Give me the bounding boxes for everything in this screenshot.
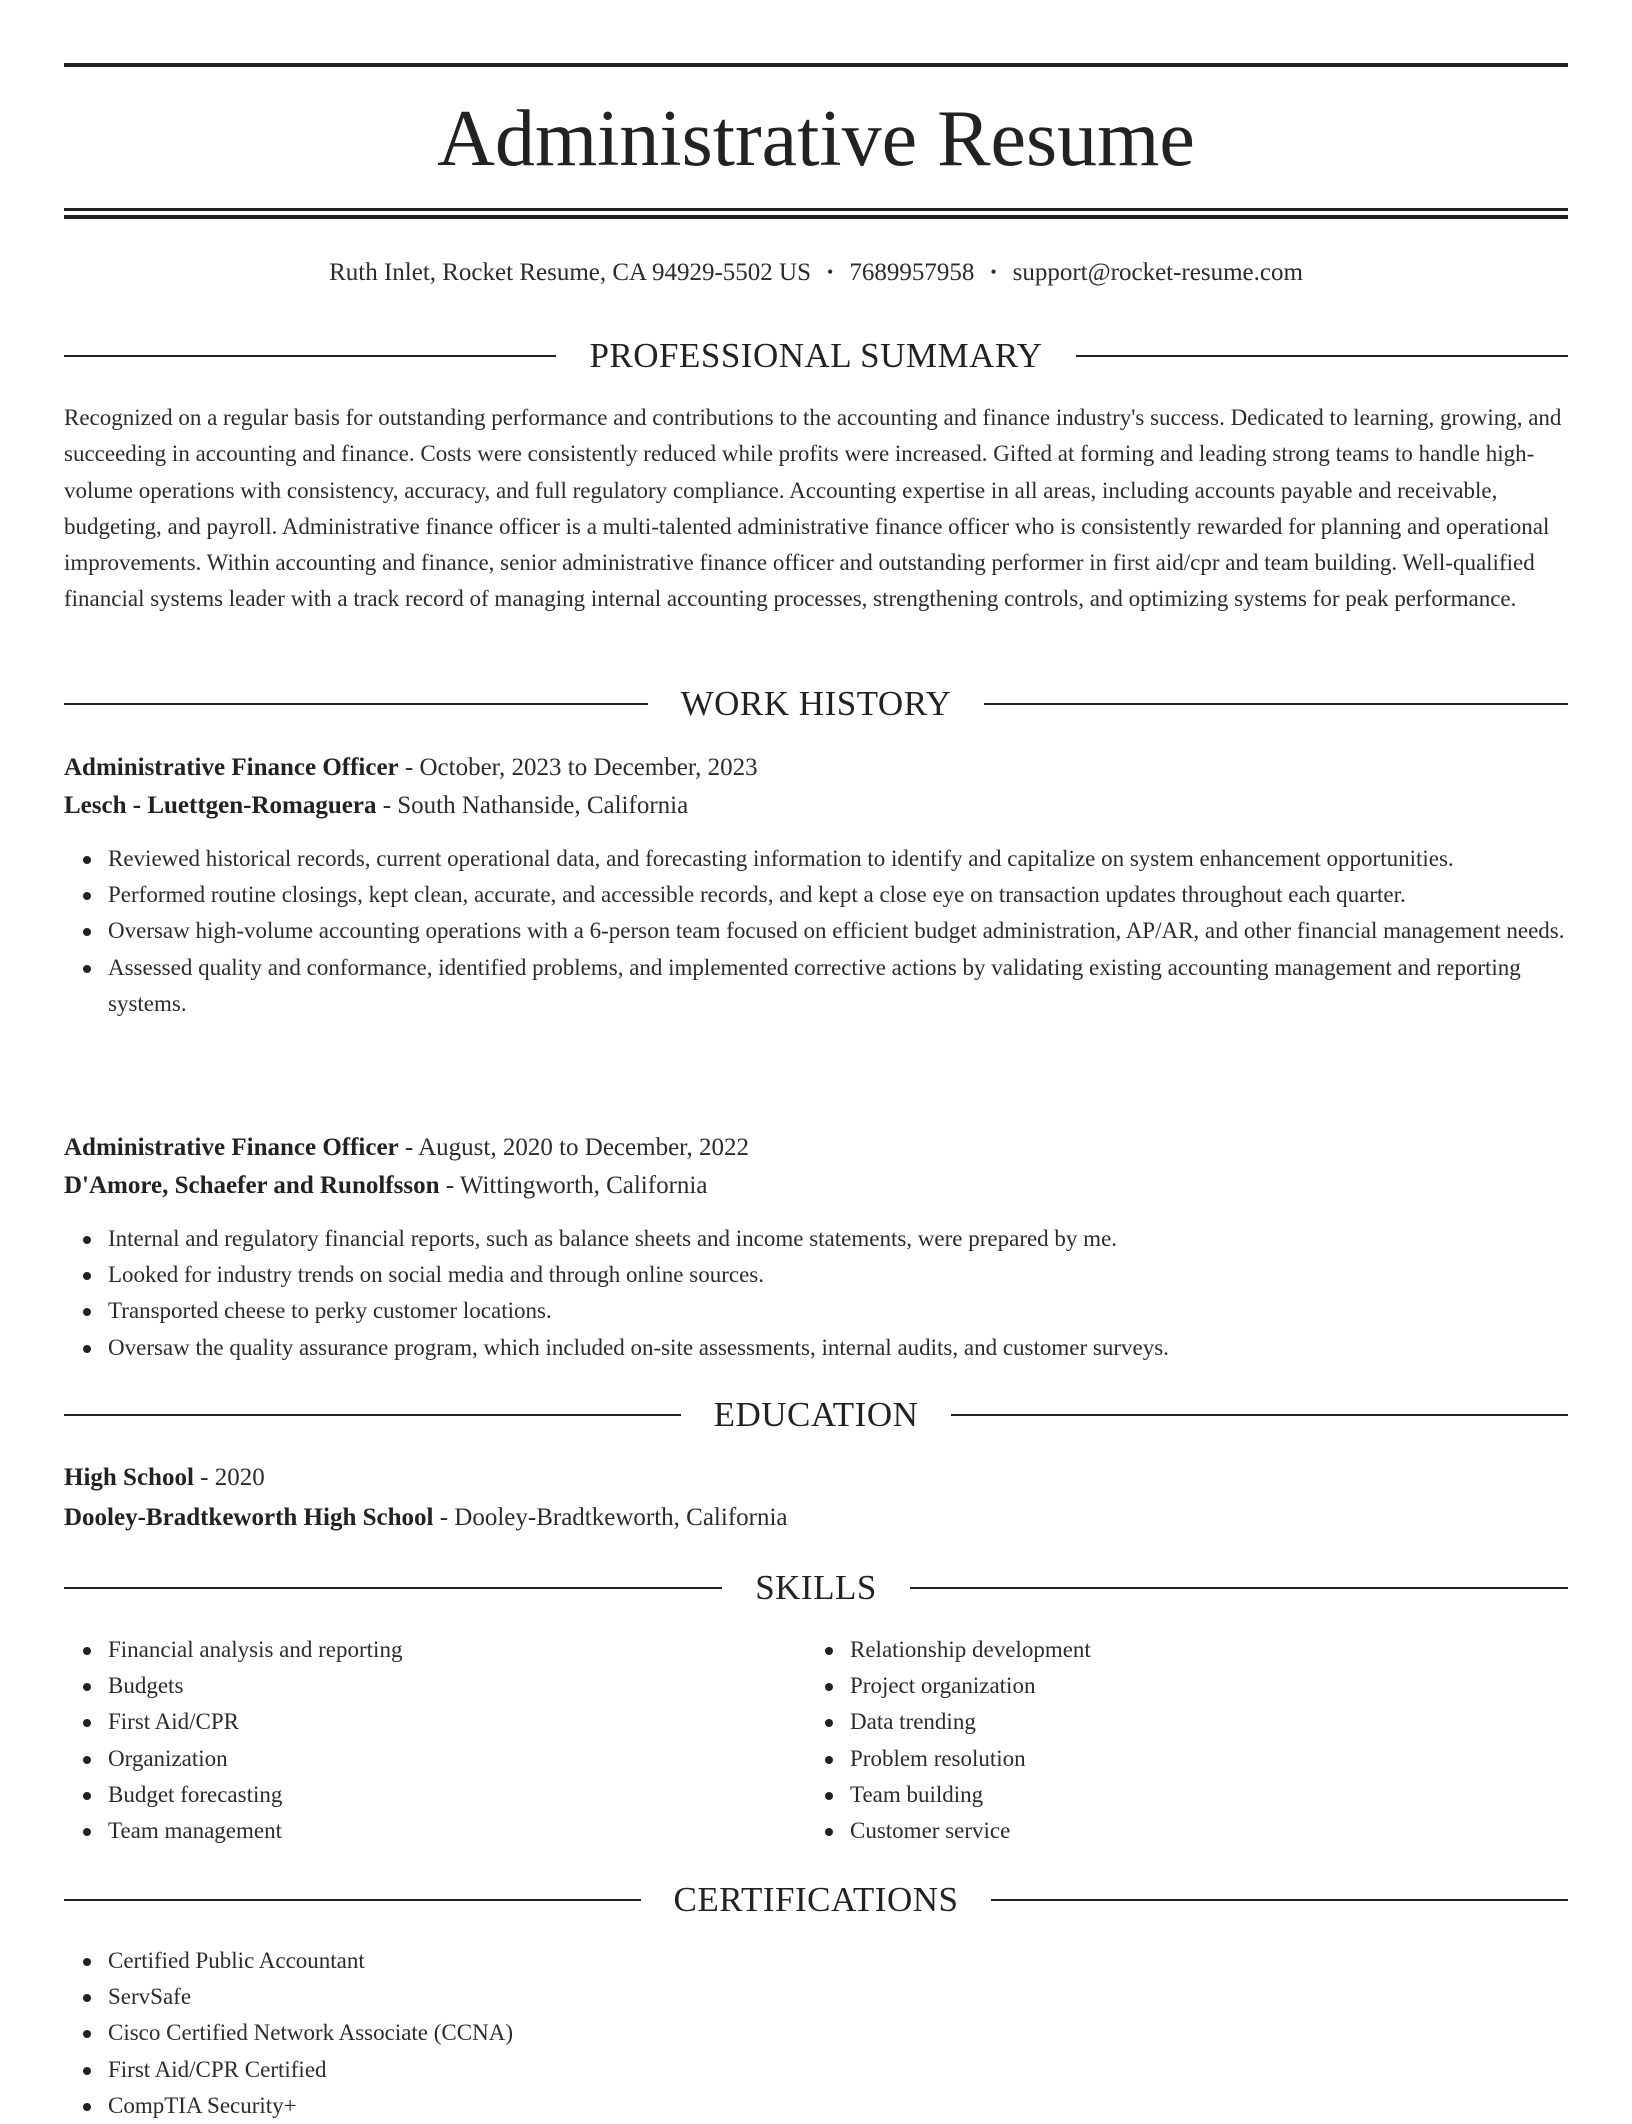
work-history-heading-text: WORK HISTORY	[680, 684, 952, 723]
heading-rule-left	[64, 1587, 722, 1589]
job-title: Administrative Finance Officer	[64, 1134, 399, 1161]
contact-address: Ruth Inlet, Rocket Resume, CA 94929-5502 US	[329, 259, 811, 286]
certifications-list	[64, 1943, 1568, 2124]
education-location: - Dooley-Bradtkeworth, California	[433, 1504, 788, 1531]
job-dates: - October, 2023 to December, 2023	[398, 754, 758, 781]
list-item	[108, 2015, 1568, 2051]
title-underline-upper	[64, 208, 1568, 211]
bullet-text: Internal and regulatory financial reports, such as balance sheets and income statements, were prepared by me.	[108, 1226, 1118, 1251]
job-title-line	[64, 749, 1568, 787]
page-title: Administrative Resume	[437, 95, 1195, 183]
skill-text: Problem resolution	[850, 1745, 1026, 1771]
heading-rule-right	[951, 1414, 1568, 1416]
certification-text: Cisco Certified Network Associate (CCNA)	[108, 2020, 513, 2046]
skills-heading-text: SKILLS	[755, 1568, 877, 1607]
education-school-line	[64, 1499, 1568, 1537]
list-item	[108, 1293, 1568, 1329]
education-year: - 2020	[193, 1464, 265, 1491]
skill-text: Budget forecasting	[108, 1781, 283, 1807]
education-school: Dooley-Bradtkeworth High School	[64, 1504, 434, 1531]
certification-text: CompTIA Security+	[108, 2092, 297, 2118]
skill-text: Financial analysis and reporting	[108, 1637, 403, 1662]
bullet-text: Performed routine closings, kept clean, accurate, and accessible records, and kept a close eye on transaction updates throughout each quarter.	[108, 882, 1406, 908]
list-item	[108, 1330, 1568, 1366]
heading-rule-left	[64, 1899, 641, 1901]
skill-text: Team building	[850, 1781, 984, 1807]
job-company: D'Amore, Schaefer and Runolfsson	[64, 1172, 440, 1199]
heading-rule-right	[1076, 355, 1568, 357]
skills-list-right	[806, 1632, 1632, 1849]
top-rule	[64, 63, 1568, 67]
list-item	[850, 1777, 1632, 1813]
skill-text: Relationship development	[850, 1637, 1091, 1662]
skills-heading	[64, 1566, 1568, 1610]
heading-rule-left	[64, 355, 556, 357]
skill-text: Customer service	[850, 1818, 1011, 1844]
heading-rule-right	[910, 1587, 1568, 1589]
list-item	[108, 2052, 1568, 2088]
skill-text: Budgets	[108, 1673, 184, 1699]
summary-heading	[64, 334, 1568, 378]
skill-text: Project organization	[850, 1673, 1036, 1699]
contact-separator: •	[990, 262, 997, 282]
job-bullet-list	[64, 841, 1568, 1022]
job-bullet-list	[64, 1221, 1568, 1366]
bullet-text: Reviewed historical records, current operational data, and forecasting information to identify and capitalize on system enhancement opportunities.	[108, 846, 1454, 871]
certification-text: First Aid/CPR Certified	[108, 2056, 327, 2082]
heading-rule-left	[64, 703, 648, 705]
job-company-line	[64, 787, 1568, 825]
list-item	[850, 1741, 1632, 1777]
heading-rule-left	[64, 1414, 681, 1416]
list-item	[850, 1704, 1632, 1740]
certifications-heading-text: CERTIFICATIONS	[673, 1880, 959, 1919]
bullet-text: Transported cheese to perky customer locations.	[108, 1298, 552, 1324]
skill-text: First Aid/CPR	[108, 1709, 240, 1735]
bullet-text: Looked for industry trends on social media and through online sources.	[108, 1262, 764, 1288]
list-item	[850, 1668, 1632, 1704]
list-item	[108, 1943, 1568, 1979]
bullet-text: Assessed quality and conformance, identified problems, and implemented corrective actions by validating existing accounting management and reporting systems.	[108, 954, 1521, 1016]
list-item	[108, 1221, 1568, 1257]
list-item	[108, 913, 1568, 949]
job-company: Lesch - Luettgen-Romaguera	[64, 792, 377, 819]
list-item	[108, 1979, 1568, 2015]
contact-email: support@rocket-resume.com	[1012, 259, 1303, 286]
list-item	[108, 841, 1568, 877]
certification-text: Certified Public Accountant	[108, 1948, 365, 1973]
bullet-text: Oversaw high-volume accounting operations with a 6-person team focused on efficient budget administration, AP/AR, and other financial management needs.	[108, 918, 1565, 944]
list-item	[108, 2088, 1568, 2124]
summary-text: Recognized on a regular basis for outstanding performance and contributions to the accounting and finance industry's success. Dedicated to learning, growing, and succeeding in accounting and finance. Costs were consistently reduced while profits were increased. Gifted at forming and leading strong teams to handle high-volume operations with consistency, accuracy, and full regulatory compliance. Accounting expertise in all areas, including accounts payable and receivable, budgeting, and payroll. Administrative finance officer is a multi-talented administrative finance officer who is consistently rewarded for planning and operational improvements. Within accounting and finance, senior administrative finance officer and outstanding performer in first aid/cpr and team building. Well-qualified financial systems leader with a track record of managing internal accounting processes, strengthening controls, and optimizing systems for peak performance.	[64, 405, 1562, 612]
list-item	[850, 1813, 1632, 1849]
education-heading-text: EDUCATION	[713, 1395, 919, 1434]
heading-rule-right	[991, 1899, 1568, 1901]
work-history-heading	[64, 682, 1568, 726]
list-item	[108, 877, 1568, 913]
contact-separator: •	[827, 262, 834, 282]
summary-heading-text: PROFESSIONAL SUMMARY	[589, 336, 1043, 375]
certification-text: ServSafe	[108, 1984, 192, 2010]
job-location: - Wittingworth, California	[439, 1172, 708, 1199]
education-heading	[64, 1393, 1568, 1437]
list-item	[850, 1632, 1632, 1668]
job-dates: - August, 2020 to December, 2022	[398, 1134, 749, 1161]
skill-text: Team management	[108, 1818, 283, 1844]
job-title-line	[64, 1129, 1568, 1167]
contact-line	[64, 255, 1568, 290]
skill-text: Organization	[108, 1745, 228, 1771]
bullet-text: Oversaw the quality assurance program, which included on-site assessments, internal audits, and customer surveys.	[108, 1334, 1169, 1360]
certifications-heading	[64, 1878, 1568, 1922]
heading-rule-right	[984, 703, 1568, 705]
job-title: Administrative Finance Officer	[64, 754, 399, 781]
list-item	[108, 950, 1568, 1022]
education-degree: High School	[64, 1464, 194, 1491]
job-company-line	[64, 1167, 1568, 1205]
list-item	[108, 1257, 1568, 1293]
education-degree-line	[64, 1459, 1568, 1497]
contact-phone: 7689957958	[849, 259, 975, 286]
title-underline-lower	[64, 215, 1568, 219]
job-location: - South Nathanside, California	[376, 792, 689, 819]
skill-text: Data trending	[850, 1709, 976, 1735]
